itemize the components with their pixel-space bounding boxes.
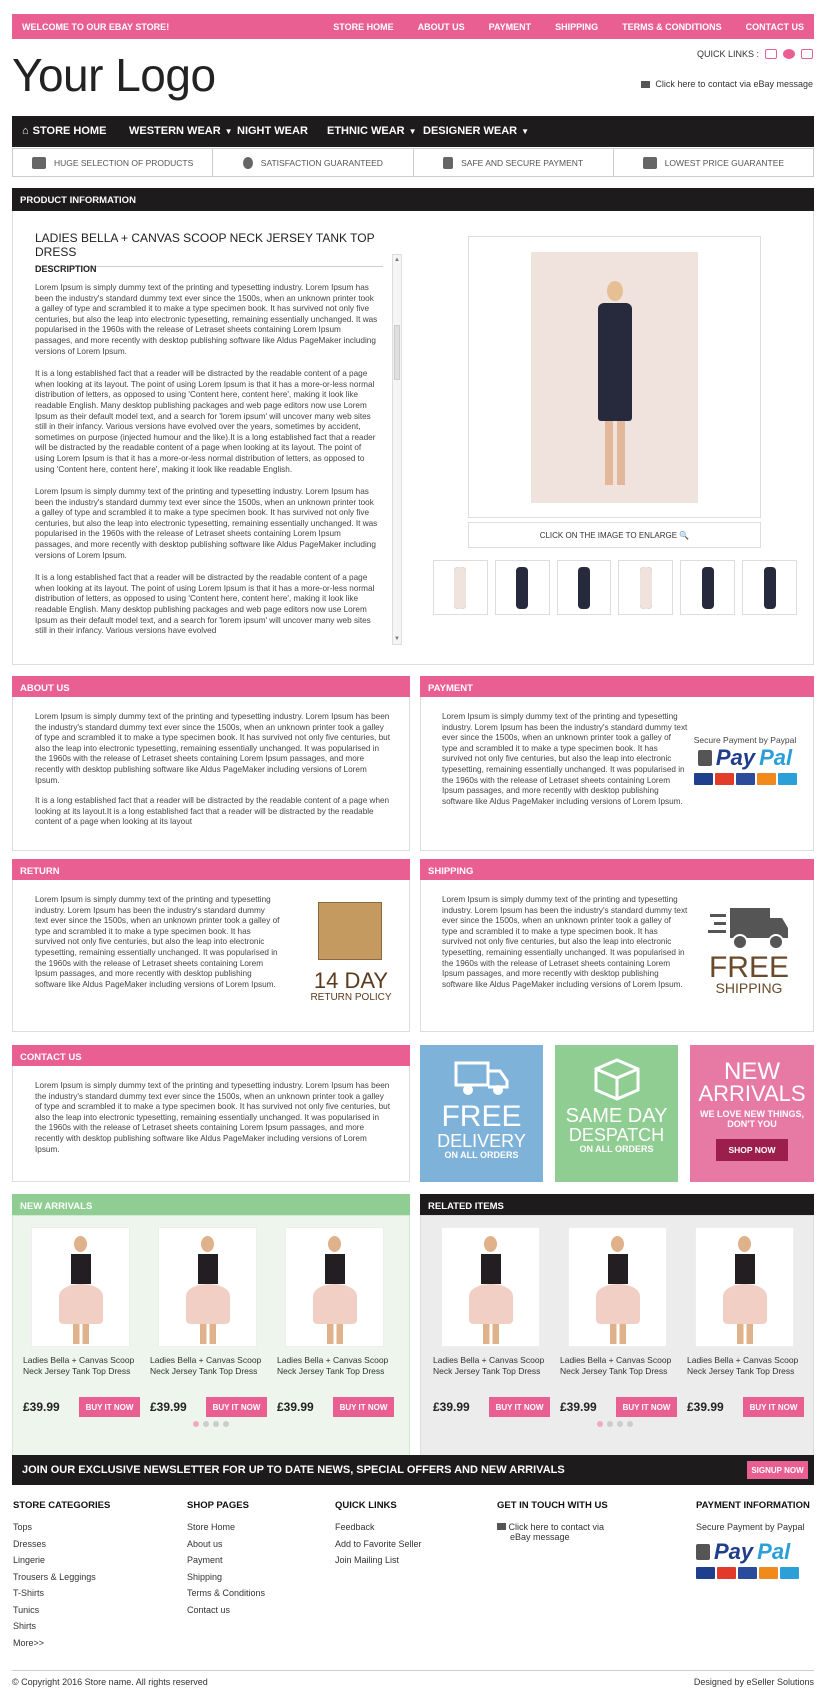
home-icon: ⌂ [22, 125, 29, 137]
secure-payment-text: Secure Payment by Paypal [693, 735, 797, 745]
footer-contact-line: eBay message [510, 1532, 570, 1542]
lock-icon [698, 750, 712, 766]
product-card[interactable] [150, 1227, 272, 1414]
paypal-badge [690, 735, 800, 785]
product-image[interactable] [441, 1227, 540, 1347]
description-paragraph: Lorem Ipsum is simply dummy text of the printing and typesetting industry. Lorem Ipsum has been the industry's standard dummy text ever since the 1500s, when an unknown printer took a galley of type and scrambled it to make a type specimen book. It has survived not only five centuries, but also the leap into electronic typesetting, remaining essentially unchanged. It was popularised in the 1960s with the release of Letraset sheets containing Lorem Ipsum passages, and more recently with desktop publishing software like Aldus PageMaker including versions of Lorem Ipsum. [35, 487, 378, 560]
product-price: £39.99 [560, 1400, 597, 1414]
top-nav-about-us[interactable]: ABOUT US [417, 22, 465, 32]
main-product-image[interactable] [468, 236, 761, 518]
product-price: £39.99 [277, 1400, 314, 1414]
thumbnail[interactable] [742, 560, 797, 615]
new-arrivals-header: NEW ARRIVALS [12, 1194, 410, 1215]
return-header: RETURN [12, 859, 410, 880]
buy-it-now-button[interactable]: BUY IT NOW [743, 1397, 804, 1417]
card-logos [690, 773, 800, 785]
feature-price [614, 149, 813, 176]
return-policy-label: RETURN POLICY [310, 992, 392, 1003]
related-items-grid [420, 1215, 814, 1470]
carousel-dot[interactable] [223, 1421, 229, 1427]
enlarge-text: CLICK ON THE IMAGE TO ENLARGE [539, 531, 678, 540]
footer-contact-link[interactable] [497, 1522, 608, 1542]
tile-title: NEW [724, 1058, 780, 1085]
footer-heading: QUICK LINKS [335, 1500, 397, 1511]
top-nav-payment[interactable]: PAYMENT [488, 22, 532, 32]
truck-icon [454, 1059, 510, 1097]
cube-icon [592, 1057, 642, 1101]
envelope-icon [641, 81, 650, 88]
message-icon[interactable] [765, 49, 777, 59]
thumbnail[interactable] [557, 560, 612, 615]
carousel-dots [193, 1421, 229, 1427]
footer-link[interactable]: Shipping [187, 1571, 223, 1582]
return-days: 14 DAY [313, 968, 389, 993]
feature-text: SATISFACTION GUARANTEED [260, 157, 383, 168]
buy-it-now-button[interactable]: BUY IT NOW [206, 1397, 267, 1417]
heart-icon[interactable] [783, 49, 795, 59]
paypal-pay: Pay [715, 745, 756, 770]
product-name[interactable]: Ladies Bella + Canvas Scoop Neck Jersey Tank Top Dress [687, 1355, 799, 1376]
feature-satisfaction [213, 149, 413, 176]
footer-divider [12, 1670, 814, 1671]
tile-caption: WE LOVE NEW THINGS, DON'T YOU [700, 1109, 805, 1129]
welcome-text: WELCOME TO OUR EBAY STORE! [22, 22, 170, 32]
product-card[interactable] [433, 1227, 555, 1414]
product-image[interactable] [568, 1227, 667, 1347]
footer-link[interactable]: Payment [187, 1555, 223, 1565]
free-shipping-big: FREE [708, 951, 789, 984]
thumbnail[interactable] [495, 560, 550, 615]
feature-secure [414, 149, 614, 176]
tile-title: SAME DAY [565, 1105, 668, 1127]
product-card[interactable] [23, 1227, 145, 1414]
footer-link[interactable]: More>> [13, 1637, 45, 1648]
contact-us-header: CONTACT US [12, 1045, 410, 1066]
product-info-header: PRODUCT INFORMATION [12, 188, 814, 211]
product-price: £39.99 [433, 1400, 470, 1414]
product-image[interactable] [695, 1227, 794, 1347]
top-nav-terms[interactable]: TERMS & CONDITIONS [622, 22, 722, 32]
description-text [35, 283, 380, 643]
footer-link[interactable]: Store Home [187, 1522, 236, 1532]
footer-heading: STORE CATEGORIES [13, 1500, 111, 1511]
top-nav-store-home[interactable]: STORE HOME [333, 22, 394, 32]
copyright-text: © Copyright 2016 Store name. All rights reserved [12, 1677, 208, 1687]
footer-paypal-badge [696, 1539, 811, 1579]
footer-contact-line: Click here to contact via [508, 1522, 605, 1532]
about-us-header: ABOUT US [12, 676, 410, 697]
envelope-icon [497, 1523, 506, 1530]
footer-link[interactable]: Shirts [13, 1621, 37, 1631]
chevron-down-icon: ▼ [521, 126, 530, 136]
nav-designer-wear[interactable] [423, 125, 529, 137]
footer-link[interactable]: About us [187, 1538, 223, 1549]
footer-link[interactable]: Tops [13, 1522, 33, 1532]
quick-links-label: QUICK LINKS : [696, 49, 759, 59]
about-paragraph: It is a long established fact that a reader will be distracted by the readable content of a page when looking at its layout.It is a long established fact that a reader will be distracted by the readable content of a page when looking at its layout [35, 796, 390, 827]
nav-night-wear[interactable] [237, 125, 308, 137]
box-icon [32, 157, 46, 169]
description-paragraph: It is a long established fact that a reader will be distracted by the readable content of a page when looking at its layout. The point of using Lorem Ipsum is that it has a more-or-less normal distribution of letters, as opposed to using 'Content here, content here', making it look like readable English. Many desktop publishing packages and web page editors now use Lorem Ipsum as their default model text, and a search for 'lorem ipsum' will uncover many web sites still in their infancy. Various versions have evolved [35, 573, 375, 636]
top-nav-shipping[interactable]: SHIPPING [555, 22, 599, 32]
newsletter-bar [12, 1455, 814, 1485]
footer-link[interactable]: Lingerie [13, 1555, 46, 1565]
main-nav [12, 116, 814, 147]
description-scrollbar[interactable] [392, 254, 402, 645]
paypal-logo [690, 745, 800, 771]
footer-link[interactable]: Tunics [13, 1604, 40, 1615]
thumbnail[interactable] [618, 560, 673, 615]
product-image[interactable] [31, 1227, 130, 1347]
product-photo[interactable] [531, 252, 698, 503]
shipping-text: Lorem Ipsum is simply dummy text of the printing and typesetting industry. Lorem Ipsum has been the industry's standard dummy text ever since the 1500s, when an unknown printer took a galley of type and scrambled it to make a type specimen book. It has survived not only five centuries, but also the leap into electronic typesetting, remaining essentially unchanged. It was popularised in the 1960s with the release of Letraset sheets containing Lorem Ipsum passages, and more recently with desktop publishing software like Aldus PageMaker including versions of Lorem Ipsum. [442, 895, 688, 989]
quick-links [697, 49, 813, 59]
product-card[interactable] [687, 1227, 809, 1414]
free-delivery-tile [420, 1045, 543, 1182]
top-nav [333, 22, 804, 32]
product-name[interactable]: Ladies Bella + Canvas Scoop Neck Jersey Tank Top Dress [433, 1355, 545, 1376]
carousel-dot[interactable] [627, 1421, 633, 1427]
nav-night-wear-label: NIGHT WEAR [237, 125, 308, 137]
carousel-dot[interactable] [597, 1421, 603, 1427]
nav-store-home[interactable] [22, 125, 106, 137]
carousel-dot[interactable] [193, 1421, 199, 1427]
product-name[interactable]: Ladies Bella + Canvas Scoop Neck Jersey Tank Top Dress [23, 1355, 135, 1376]
contact-us-text: Lorem Ipsum is simply dummy text of the printing and typesetting industry. Lorem Ipsum has been the industry's standard dummy text ever since the 1500s, when an unknown printer took a galley of type and scrambled it to make a type specimen book. It has survived not only five centuries, but also the leap into electronic typesetting, remaining essentially unchanged. It was popularised in the 1960s with the release of Letraset sheets containing Lorem Ipsum passages, and more recently with desktop publishing software like Aldus PageMaker including versions of Lorem Ipsum. [35, 1081, 390, 1154]
footer-heading: SHOP PAGES [187, 1500, 249, 1511]
nav-store-home-label: STORE HOME [32, 125, 107, 137]
footer-link[interactable]: T-Shirts [13, 1588, 45, 1598]
carousel-dot[interactable] [617, 1421, 623, 1427]
footer-get-in-touch [497, 1500, 608, 1549]
footer-link[interactable]: Join Mailing List [335, 1555, 400, 1565]
footer-heading: GET IN TOUCH WITH US [497, 1500, 608, 1511]
product-price: £39.99 [687, 1400, 724, 1414]
lock-icon [443, 157, 453, 169]
shop-now-button[interactable]: SHOP NOW [716, 1139, 787, 1161]
about-us-text [35, 712, 390, 838]
footer-link[interactable]: Add to Favorite Seller [335, 1538, 422, 1549]
nav-western-wear[interactable] [129, 125, 233, 137]
tag-icon [643, 157, 657, 169]
newsletter-text: JOIN OUR EXCLUSIVE NEWSLETTER FOR UP TO DATE NEWS, SPECIAL OFFERS AND NEW ARRIVALS [22, 1464, 565, 1476]
tile-subtitle: DELIVERY [437, 1131, 526, 1151]
product-card[interactable] [277, 1227, 399, 1414]
signup-button[interactable]: SIGNUP NOW [747, 1461, 808, 1479]
new-arrivals-tile [690, 1045, 814, 1182]
store-logo[interactable]: Your Logo [12, 49, 216, 101]
footer-store-categories [13, 1500, 110, 1654]
carousel-dot[interactable] [607, 1421, 613, 1427]
chevron-down-icon: ▼ [224, 126, 233, 136]
nav-designer-wear-label: DESIGNER WEAR [423, 125, 518, 137]
top-nav-contact-us[interactable]: CONTACT US [745, 22, 804, 32]
scroll-up-icon[interactable]: ▲ [394, 257, 400, 263]
paypal-pal: Pal [759, 745, 793, 770]
search-icon: 🔍 [679, 531, 690, 540]
nav-western-wear-label: WESTERN WEAR [129, 125, 221, 137]
buy-it-now-button[interactable]: BUY IT NOW [333, 1397, 394, 1417]
footer-quick-links [335, 1500, 422, 1572]
related-items-header: RELATED ITEMS [420, 1194, 814, 1215]
footer-link[interactable]: Terms & Conditions [187, 1588, 266, 1598]
footer-link[interactable]: Contact us [187, 1604, 231, 1615]
nav-ethnic-wear[interactable] [327, 125, 417, 137]
enlarge-hint[interactable] [468, 522, 761, 548]
footer-heading: PAYMENT INFORMATION [696, 1500, 810, 1511]
paypal-pal: Pal [757, 1538, 791, 1564]
nav-ethnic-wear-label: ETHNIC WEAR [327, 125, 405, 137]
return-text: Lorem Ipsum is simply dummy text of the printing and typesetting industry. Lorem Ipsum has been the industry's standard dummy text ever since the 1500s, when an unknown printer took a galley of type and scrambled it to make a type specimen book. It has survived not only five centuries, but also the leap into electronic typesetting, remaining essentially unchanged. It was popularised in the 1960s with the release of Letraset sheets containing Lorem Ipsum passages, and more recently with desktop publishing software like Aldus PageMaker including versions of Lorem Ipsum. [35, 895, 280, 989]
tile-subtitle: DESPATCH [568, 1125, 665, 1145]
buy-it-now-button[interactable]: BUY IT NOW [489, 1397, 550, 1417]
chevron-down-icon: ▼ [408, 126, 417, 136]
scroll-down-icon[interactable]: ▼ [394, 636, 400, 642]
product-image[interactable] [285, 1227, 384, 1347]
carousel-dots [597, 1421, 633, 1427]
carousel-dot[interactable] [213, 1421, 219, 1427]
thumbnail-strip [433, 560, 797, 615]
tile-caption: ON ALL ORDERS [444, 1150, 519, 1160]
new-arrivals-grid [12, 1215, 410, 1470]
footer-secure-text: Secure Payment by Paypal [696, 1522, 805, 1532]
top-bar [12, 14, 814, 39]
feature-text: LOWEST PRICE GUARANTEE [664, 157, 785, 168]
thumbnail[interactable] [433, 560, 488, 615]
paypal-logo [696, 1539, 811, 1565]
shipping-header: SHIPPING [420, 859, 814, 880]
designed-by-text[interactable]: Designed by eSeller Solutions [693, 1677, 814, 1687]
buy-it-now-button[interactable]: BUY IT NOW [79, 1397, 140, 1417]
carousel-dot[interactable] [203, 1421, 209, 1427]
thumbnail[interactable] [680, 560, 735, 615]
buy-it-now-button[interactable]: BUY IT NOW [616, 1397, 677, 1417]
feature-strip [12, 148, 814, 177]
feature-text: HUGE SELECTION OF PRODUCTS [53, 157, 194, 168]
about-paragraph: Lorem Ipsum is simply dummy text of the printing and typesetting industry. Lorem Ipsum has been the industry's standard dummy text ever since the 1500s, when an unknown printer took a galley of type and scrambled it to make a type specimen book. It has survived not only five centuries, but also the leap into electronic typesetting, remaining essentially unchanged. It was popularised in the 1960s with the release of Letraset sheets containing Lorem Ipsum passages, and more recently with desktop publishing software like Aldus PageMaker including versions of Lorem Ipsum. [35, 712, 390, 785]
contact-ebay-link[interactable] [641, 79, 813, 89]
feature-text: SAFE AND SECURE PAYMENT [461, 157, 584, 168]
tile-title: FREE [441, 1100, 522, 1133]
tile-title: ARRIVALS [698, 1081, 806, 1106]
same-day-tile [555, 1045, 678, 1182]
footer-payment-info [696, 1500, 811, 1579]
footer-link[interactable]: Trousers & Leggings [13, 1571, 96, 1582]
description-paragraph: Lorem Ipsum is simply dummy text of the printing and typesetting industry. Lorem Ipsum has been the industry's standard dummy text ever since the 1500s, when an unknown printer took a galley of type and scrambled it to make a type specimen book. It has survived not only five centuries, but also the leap into electronic typesetting, remaining essentially unchanged. It was popularised in the 1960s with the release of Letraset sheets containing Lorem Ipsum passages, and more recently with desktop publishing software like Aldus PageMaker including versions of Lorem Ipsum. [35, 283, 378, 356]
product-name[interactable]: Ladies Bella + Canvas Scoop Neck Jersey Tank Top Dress [150, 1355, 262, 1376]
paypal-pay: Pay [714, 1538, 754, 1564]
card-logos [696, 1567, 811, 1579]
feature-selection [13, 149, 213, 176]
footer-shop-pages [187, 1500, 265, 1621]
payment-header: PAYMENT [420, 676, 814, 697]
box-icon [318, 902, 382, 960]
product-price: £39.99 [23, 1400, 60, 1414]
footer-link[interactable]: Dresses [13, 1538, 47, 1549]
product-name[interactable]: Ladies Bella + Canvas Scoop Neck Jersey Tank Top Dress [560, 1355, 672, 1376]
award-icon [243, 157, 253, 169]
payment-text: Lorem Ipsum is simply dummy text of the printing and typesetting industry. Lorem Ipsum has been the industry's standard dummy text ever since the 1500s, when an unknown printer took a galley of type and scrambled it to make a type specimen book. It has survived not only five centuries, but also the leap into electronic typesetting, remaining essentially unchanged. It was popularised in the 1960s with the release of Letraset sheets containing Lorem Ipsum passages, and more recently with desktop publishing software like Aldus PageMaker including versions of Lorem Ipsum. [442, 712, 688, 806]
scroll-thumb[interactable] [394, 325, 400, 380]
model-figure [592, 281, 638, 491]
lock-icon [696, 1544, 710, 1560]
truck-icon [708, 904, 788, 952]
product-price: £39.99 [150, 1400, 187, 1414]
tile-caption: ON ALL ORDERS [579, 1144, 654, 1154]
description-label: DESCRIPTION [35, 264, 97, 274]
description-paragraph: It is a long established fact that a reader will be distracted by the readable content of a page when looking at its layout. The point of using Lorem Ipsum is that it has a more-or-less normal distribution of letters, as opposed to using 'Content here, content here', making it look like readable English. Many desktop publishing packages and web page editors now use Lorem Ipsum as their default model text, and a search for 'lorem ipsum' will uncover many web sites still in their infancy. Various versions have evolved over the years, sometimes by accident, sometimes on purpose (injected humour and the like).It is a long established fact that a reader will be distracted by the readable content of a page when looking at its layout. The point of using Lorem Ipsum is that it has a more-or-less normal distribution of letters, as opposed to using 'Content here, content here', making it look like readable English. [35, 369, 376, 474]
product-name[interactable]: Ladies Bella + Canvas Scoop Neck Jersey Tank Top Dress [277, 1355, 389, 1376]
footer-link[interactable]: Feedback [335, 1522, 375, 1532]
product-card[interactable] [560, 1227, 682, 1414]
product-image[interactable] [158, 1227, 257, 1347]
mail-icon[interactable] [801, 49, 813, 59]
contact-ebay-text: Click here to contact via eBay message [655, 79, 813, 89]
product-title: LADIES BELLA + CANVAS SCOOP NECK JERSEY TANK TOP DRESS [35, 231, 383, 267]
free-shipping-small: SHIPPING [715, 980, 783, 996]
